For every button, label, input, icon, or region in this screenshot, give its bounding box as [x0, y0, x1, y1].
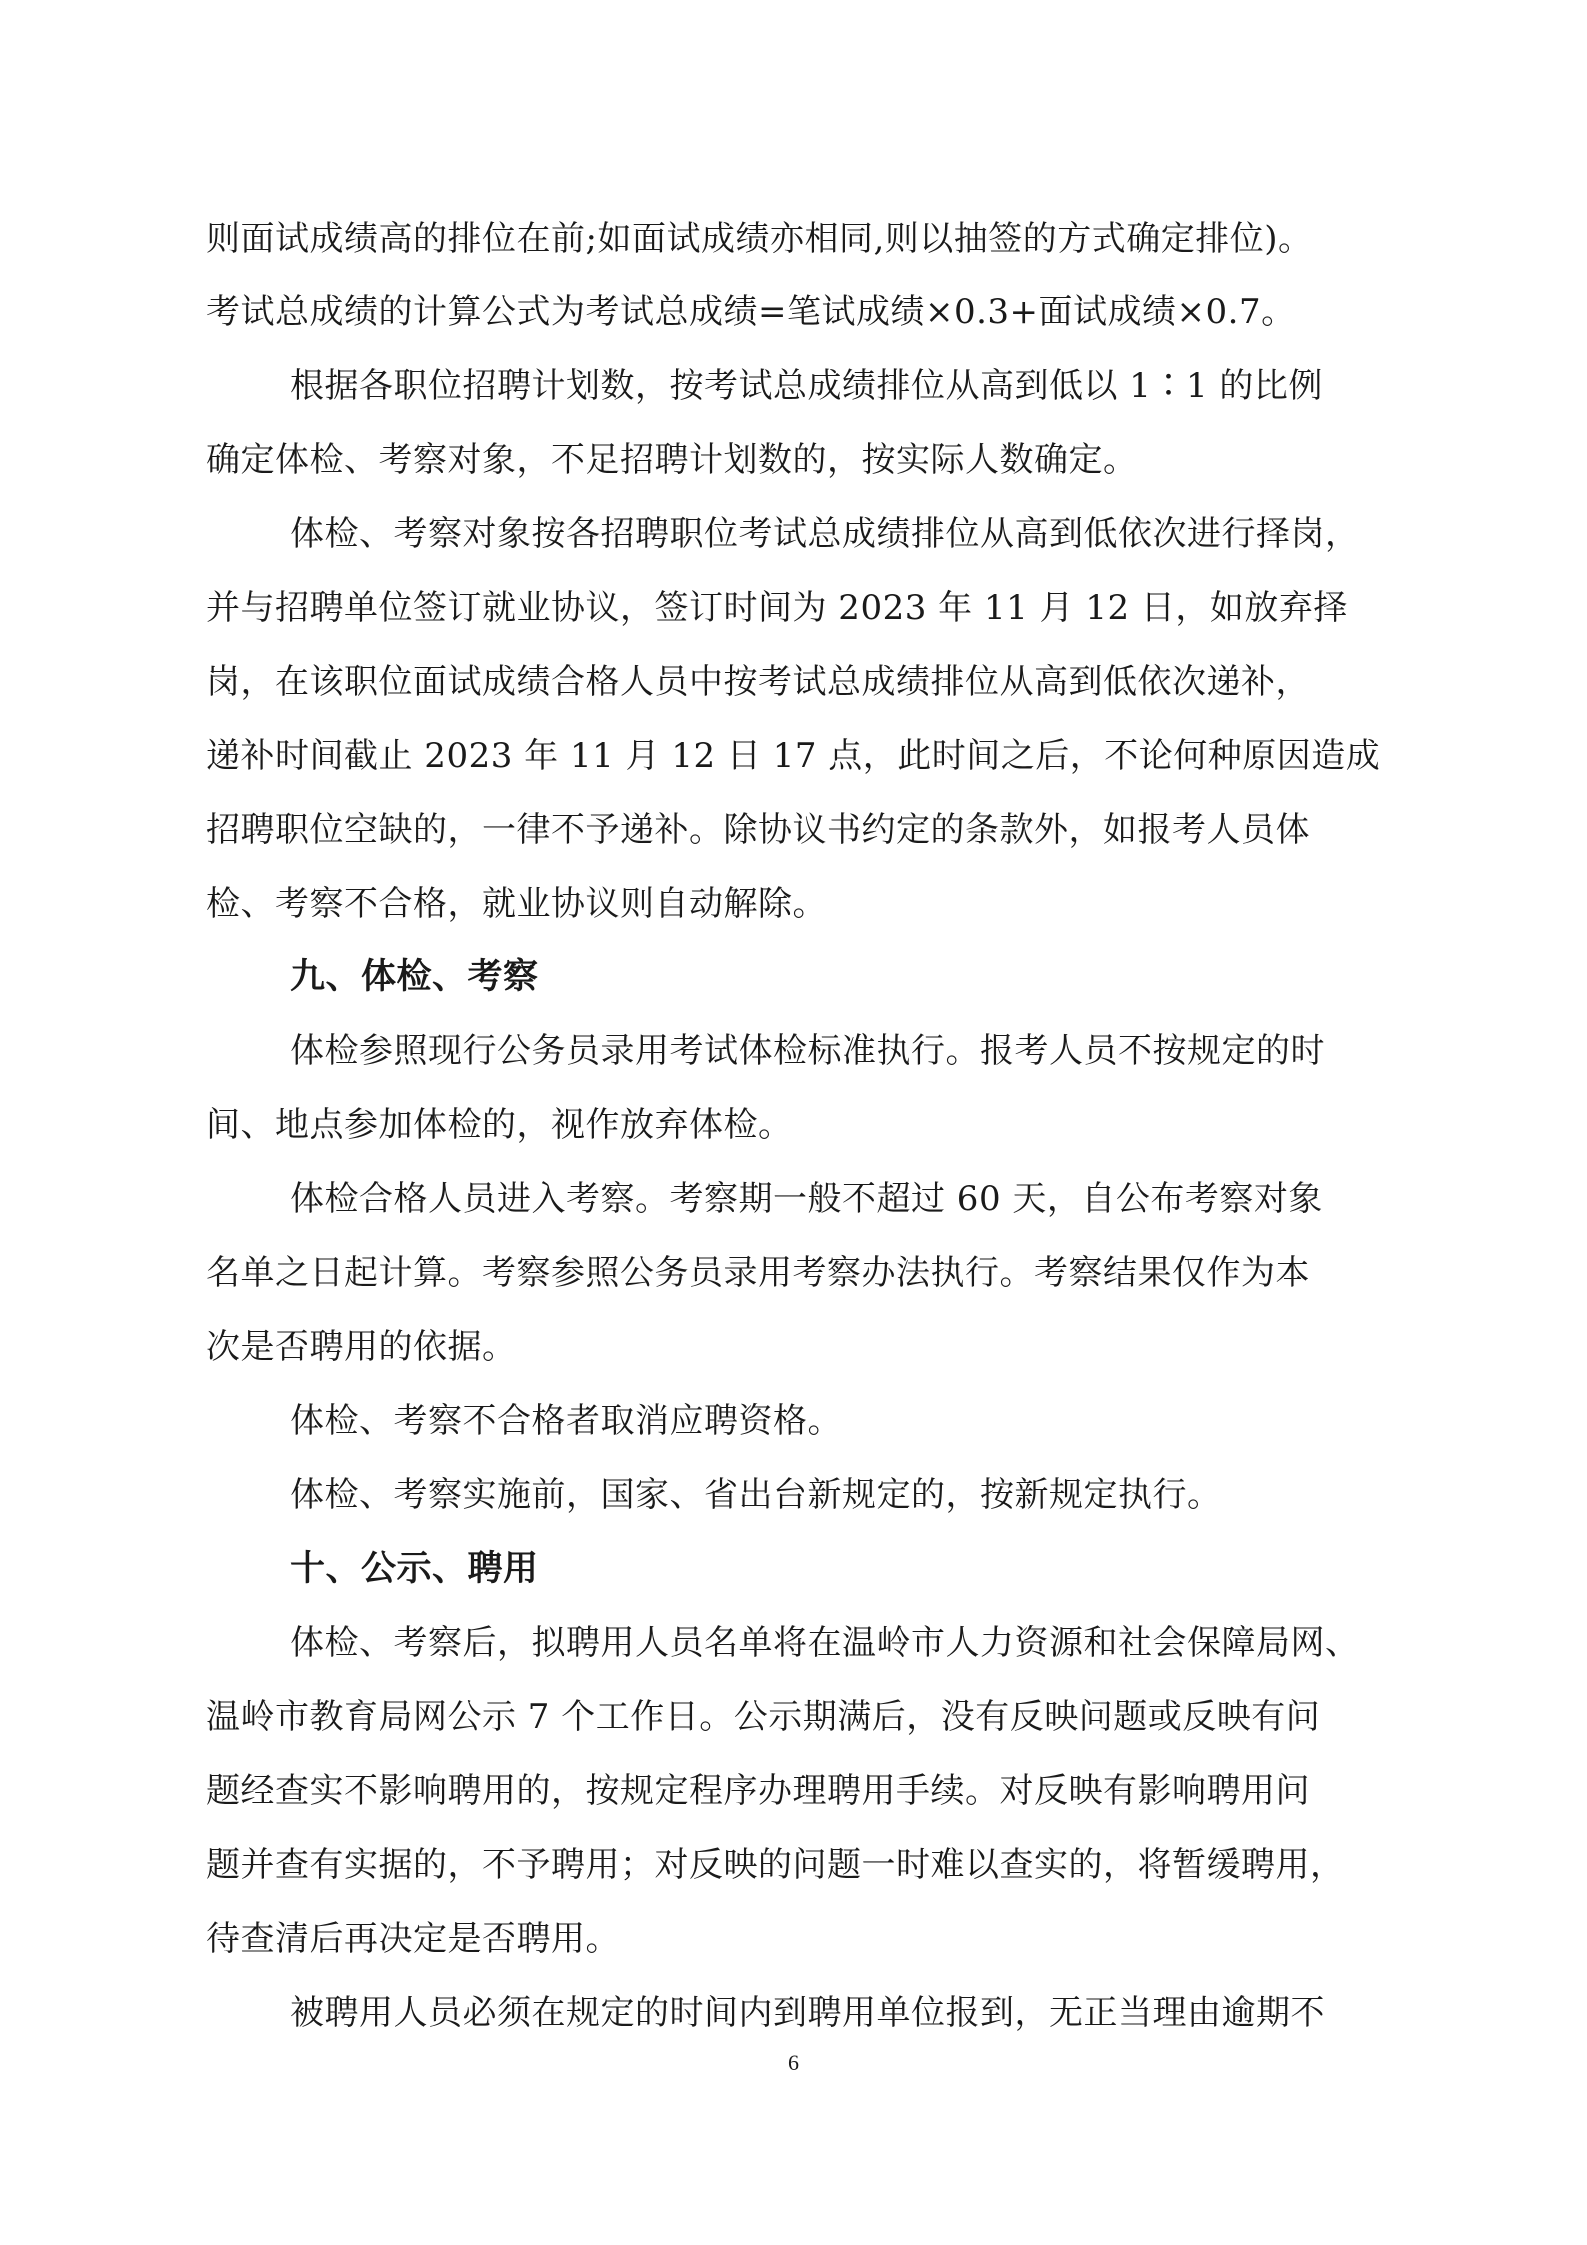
body-text-line: 检、考察不合格，就业协议则自动解除。	[206, 884, 827, 924]
body-text-line: 题经查实不影响聘用的，按规定程序办理聘用手续。对反映有影响聘用问	[206, 1771, 1310, 1811]
paragraph-first-line: 体检、考察对象按各招聘职位考试总成绩排位从高到低依次进行择岗，	[290, 514, 1360, 554]
section-heading-publicity: 十、公示、聘用	[290, 1549, 539, 1589]
body-text-line: 岗，在该职位面试成绩合格人员中按考试总成绩排位从高到低依次递补，	[206, 662, 1310, 702]
page-number: 6	[788, 2050, 799, 2075]
body-text-line: 题并查有实据的，不予聘用；对反映的问题一时难以查实的，将暂缓聘用，	[206, 1845, 1345, 1885]
body-text-line: 递补时间截止 2023 年 11 月 12 日 17 点，此时间之后，不论何种原因造成	[206, 736, 1381, 776]
paragraph-first-line: 体检、考察后，拟聘用人员名单将在温岭市人力资源和社会保障局网、	[290, 1623, 1360, 1663]
paragraph-first-line: 体检合格人员进入考察。考察期一般不超过 60 天，自公布考察对象	[290, 1179, 1323, 1219]
body-text-line: 温岭市教育局网公示 7 个工作日。公示期满后，没有反映问题或反映有问	[206, 1697, 1321, 1737]
paragraph-first-line: 体检、考察不合格者取消应聘资格。	[290, 1401, 842, 1441]
paragraph-first-line: 体检参照现行公务员录用考试体检标准执行。报考人员不按规定的时	[290, 1031, 1325, 1071]
body-text-line: 招聘职位空缺的，一律不予递补。除协议书约定的条款外，如报考人员体	[206, 810, 1310, 850]
body-text-line: 名单之日起计算。考察参照公务员录用考察办法执行。考察结果仅作为本	[206, 1253, 1310, 1293]
body-text-line: 间、地点参加体检的，视作放弃体检。	[206, 1105, 793, 1145]
body-text-line: 待查清后再决定是否聘用。	[206, 1919, 620, 1959]
paragraph-first-line: 被聘用人员必须在规定的时间内到聘用单位报到，无正当理由逾期不	[290, 1993, 1325, 2033]
body-text-line: 则面试成绩高的排位在前;如面试成绩亦相同,则以抽签的方式确定排位)。	[206, 219, 1313, 259]
section-heading-physical-exam: 九、体检、考察	[290, 957, 539, 997]
paragraph-first-line: 根据各职位招聘计划数，按考试总成绩排位从高到低以 1∶1 的比例	[290, 366, 1323, 406]
body-text-line: 确定体检、考察对象，不足招聘计划数的，按实际人数确定。	[206, 440, 1138, 480]
body-text-line: 并与招聘单位签订就业协议，签订时间为 2023 年 11 月 12 日，如放弃择	[206, 588, 1348, 628]
body-text-line: 次是否聘用的依据。	[206, 1327, 517, 1367]
body-text-line: 考试总成绩的计算公式为考试总成绩=笔试成绩×0.3+面试成绩×0.7。	[206, 292, 1296, 332]
paragraph-first-line: 体检、考察实施前，国家、省出台新规定的，按新规定执行。	[290, 1475, 1222, 1515]
